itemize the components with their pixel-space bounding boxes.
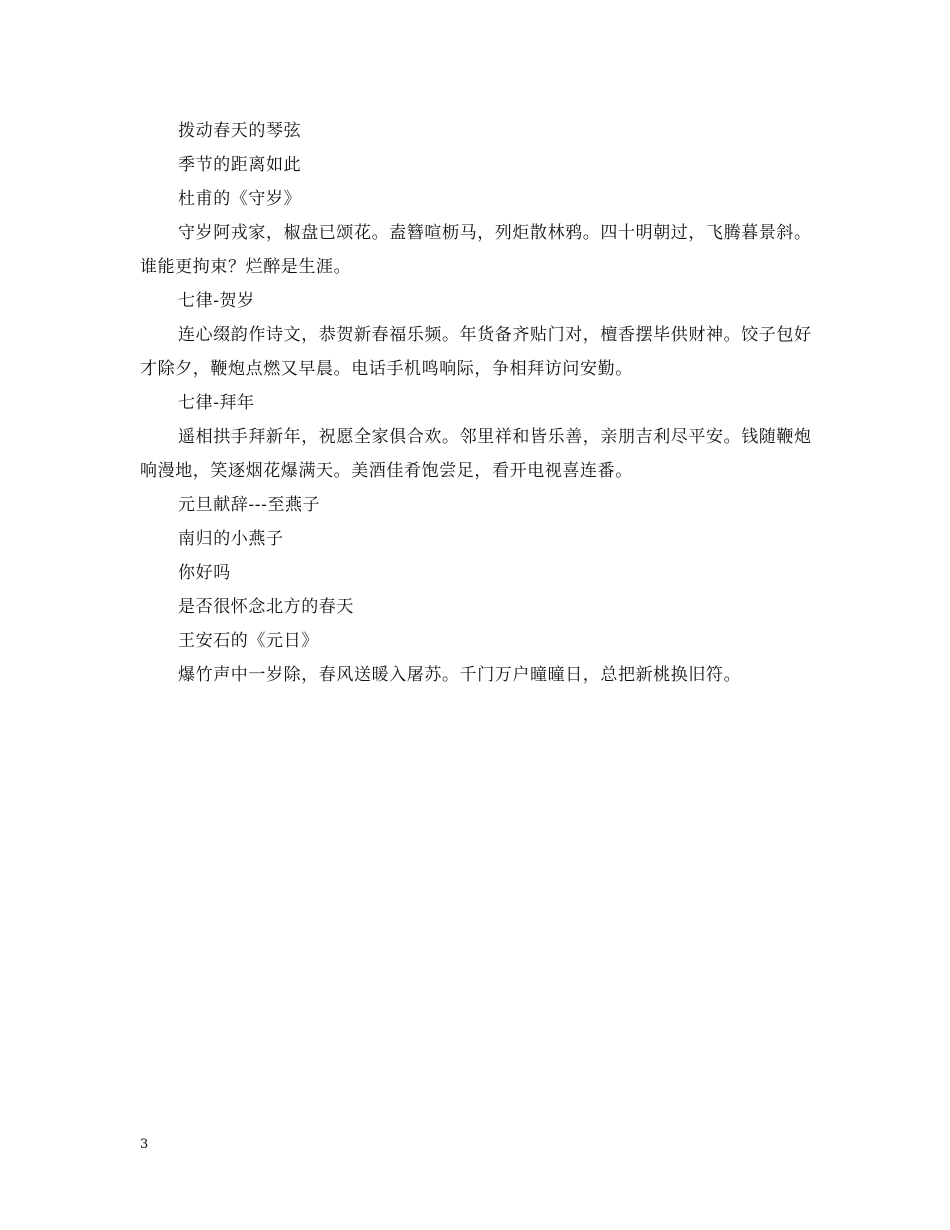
paragraph: 是否很怀念北方的春天 xyxy=(178,597,354,617)
paragraph: 南归的小燕子 xyxy=(178,529,284,549)
paragraph: 七律-拜年 xyxy=(178,393,255,413)
paragraph: 元旦献辞---至燕子 xyxy=(178,495,321,515)
paragraph: 爆竹声中一岁除，春风送暖入屠苏。千门万户曈曈日，总把新桃换旧符。 xyxy=(178,665,742,685)
paragraph: 季节的距离如此 xyxy=(178,155,302,175)
paragraph: 连心缀韵作诗文，恭贺新春福乐频。年货备齐贴门对，檀香摆毕供财神。饺子包好才除夕，鞭炮点燃又早晨。电话手机鸣响际，争相拜访问安勤。 xyxy=(140,325,812,379)
paragraph: 王安石的《元日》 xyxy=(178,631,319,651)
paragraph: 拨动春天的琴弦 xyxy=(178,121,302,141)
page-number: 3 xyxy=(140,1137,149,1152)
paragraph: 你好吗 xyxy=(178,563,231,583)
paragraph: 七律-贺岁 xyxy=(178,291,255,311)
document-body xyxy=(140,114,812,692)
paragraph: 守岁阿戎家，椒盘已颂花。盍簪喧枥马，列炬散林鸦。四十明朝过，飞腾暮景斜。谁能更拘束？烂醉是生涯。 xyxy=(140,223,812,277)
paragraph: 杜甫的《守岁》 xyxy=(178,189,302,209)
paragraph: 遥相拱手拜新年，祝愿全家俱合欢。邻里祥和皆乐善，亲朋吉利尽平安。钱随鞭炮响漫地，笑逐烟花爆满天。美酒佳肴饱尝足，看开电视喜连番。 xyxy=(140,427,812,481)
